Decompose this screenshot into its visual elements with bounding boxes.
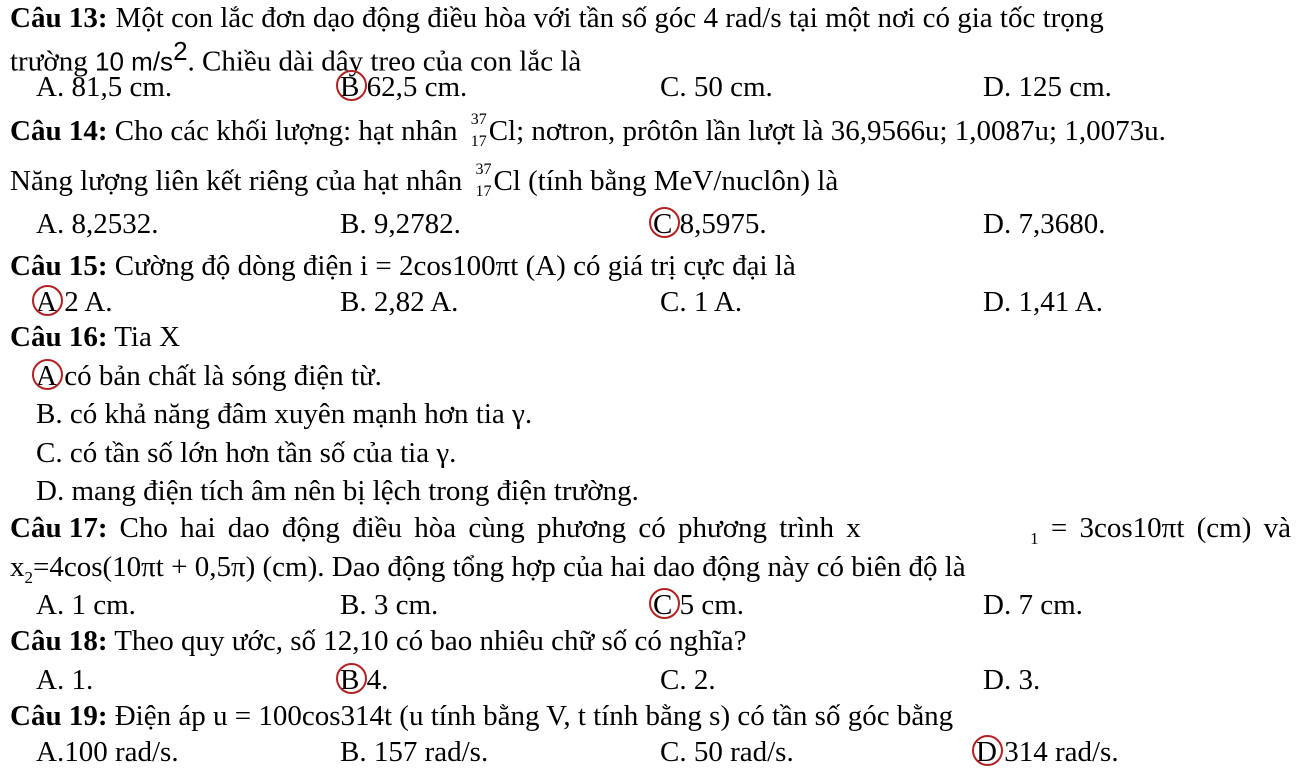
q19-option-b-text: . 157 rad/s. (359, 736, 489, 768)
q17-stem-text: Cho hai dao động điều hòa cùng phương có phương trình x (119, 512, 861, 544)
q17-option-a-letter: A (36, 589, 57, 621)
q14-nuclide (465, 111, 489, 150)
q17-stem-tail (1030, 514, 1291, 547)
q14-stem-prefix: Cho các khối lượng: hạt nhân (107, 115, 465, 147)
q14-option-b[interactable] (340, 210, 461, 239)
q16-option-b[interactable] (36, 400, 532, 429)
q13-stem-text: Một con lắc đơn dạo động điều hòa với tần số góc 4 rad/s tại một nơi có gia tốc trọng (115, 2, 1104, 34)
q17-option-a[interactable] (36, 591, 136, 620)
q19-option-b[interactable] (340, 738, 488, 767)
q17-stem2-prefix: x (10, 551, 25, 583)
q14-option-c-text: 8,5975. (672, 208, 767, 240)
q18-option-a-text: . 1. (56, 664, 94, 696)
q14-option-b-letter: B (340, 208, 360, 240)
q17-stem2-sub: 2 (24, 567, 33, 587)
q13-option-b-text: 62,5 cm. (359, 71, 468, 103)
q14-option-d[interactable] (983, 210, 1105, 239)
q13-stem-sup: 2 (173, 36, 188, 66)
q17-option-b[interactable] (340, 591, 438, 620)
q14-option-a-letter: A (36, 208, 57, 240)
q13-option-d-letter: D (983, 71, 1004, 103)
q13-option-c[interactable] (660, 73, 773, 102)
q17-option-c-text: 5 cm. (672, 589, 745, 621)
q17-option-d-text: . 7 cm. (1003, 589, 1083, 621)
q13-option-a-text: . 81,5 cm. (56, 71, 173, 103)
q18-option-a-letter: A (36, 664, 57, 696)
q14-option-a-text: . 8,2532. (56, 208, 159, 240)
q16-stem (10, 323, 180, 352)
q13-label: Câu 13: (10, 2, 108, 34)
q19-option-c-letter: C (660, 736, 680, 768)
q16-option-a[interactable] (36, 362, 382, 391)
q14-stem2-suffix: (tính bằng MeV/nuclôn) là (520, 165, 839, 197)
q15-stem (10, 252, 796, 281)
q14-stem2-prefix: Năng lượng liên kết riêng của hạt nhân (10, 165, 470, 197)
q14-option-d-letter: D (983, 208, 1004, 240)
q15-label: Câu 15: (10, 250, 108, 282)
q14-nuclide-2-symbol: Cl (493, 165, 521, 197)
q16-option-c-text: . có tần số lớn hơn tần số của tia γ. (55, 437, 457, 469)
q18-stem (10, 627, 746, 656)
q15-option-b-text: . 2,82 A. (359, 286, 459, 318)
q19-option-b-letter: B (340, 736, 360, 768)
q15-option-b[interactable] (340, 288, 458, 317)
q17-option-b-text: . 3 cm. (359, 589, 439, 621)
q17-option-c-letter: C (653, 589, 673, 621)
q15-option-a[interactable] (36, 288, 113, 317)
q17-stem-sub: 1 (1030, 528, 1039, 548)
q19-option-d-letter: D (976, 736, 997, 768)
q14-stem-suffix: ; nơtron, prôtôn lần lượt là 36,9566u; 1,0087u; 1,0073u. (516, 115, 1166, 147)
q13-stem-prefix: trường (10, 45, 96, 78)
q14-option-c[interactable] (653, 210, 767, 239)
q14-nuclide-2 (469, 161, 493, 200)
q19-stem-text: Điện áp u = 100cos314t (u tính bằng V, t tính bằng s) có tần số góc bằng (107, 700, 954, 732)
q14-nuclide-symbol: Cl (488, 115, 517, 147)
q15-option-c-text: . 1 A. (679, 286, 743, 318)
q18-stem-text: Theo quy ước, số 12,10 có bao nhiêu chữ số có nghĩa? (107, 625, 747, 657)
q19-label: Câu 19: (10, 700, 108, 732)
q13-option-a-letter: A (36, 71, 57, 103)
q14-stem-line1 (10, 111, 1166, 150)
q14-option-a[interactable] (36, 210, 158, 239)
q16-option-b-text: . có khả năng đâm xuyên mạnh hơn tia γ. (55, 398, 533, 430)
q13-option-c-text: . 50 cm. (679, 71, 773, 103)
q18-option-c-letter: C (660, 664, 680, 696)
q15-option-c-letter: C (660, 286, 680, 318)
q14-option-b-text: . 9,2782. (359, 208, 461, 240)
q17-option-b-letter: B (340, 589, 360, 621)
q13-option-c-letter: C (660, 71, 680, 103)
q13-option-a[interactable] (36, 73, 172, 102)
q14-nuclide-2-number: 17 (475, 183, 492, 200)
q16-option-d-text: . mang điện tích âm nên bị lệch trong điện trường. (56, 475, 639, 507)
q18-option-a[interactable] (36, 666, 93, 695)
q19-option-d[interactable] (976, 738, 1119, 767)
q15-option-a-text: 2 A. (56, 286, 113, 318)
q16-option-d-letter: D (36, 475, 57, 507)
q17-stem-line1 (10, 514, 1291, 547)
q17-stem-body (119, 514, 1291, 547)
q18-option-d-text: . 3. (1003, 664, 1041, 696)
q19-option-c-text: . 50 rad/s. (679, 736, 794, 768)
q13-stem-line1 (10, 4, 1291, 33)
q16-option-a-text: có bản chất là sóng điện từ. (56, 360, 382, 392)
q14-nuclide-2-mass: 37 (475, 161, 492, 178)
q19-option-d-text: 314 rad/s. (996, 736, 1119, 768)
q19-stem (10, 702, 953, 731)
q16-option-c[interactable] (36, 439, 456, 468)
q16-option-d[interactable] (36, 477, 639, 506)
q19-option-c[interactable] (660, 738, 794, 767)
q19-option-a[interactable] (36, 738, 179, 767)
q13-stem-suffix: . Chiều dài dây treo của con lắc là (187, 45, 582, 78)
q14-nuclide-number: 17 (470, 133, 487, 150)
q17-stem-line2 (10, 553, 966, 586)
q15-option-a-letter: A (36, 286, 57, 318)
q13-option-b-letter: B (340, 71, 360, 103)
q14-label: Câu 14: (10, 115, 108, 147)
q18-option-d[interactable] (983, 666, 1040, 695)
q18-option-c-text: . 2. (679, 664, 716, 696)
q17-label: Câu 17: (10, 512, 108, 544)
q15-option-c[interactable] (660, 288, 742, 317)
q18-option-b-letter: B (340, 664, 360, 696)
q15-option-d-text: . 1,41 A. (1003, 286, 1104, 318)
q16-stem-text: Tia X (107, 321, 181, 353)
q16-option-b-letter: B (36, 398, 56, 430)
q13-option-d[interactable] (983, 73, 1112, 102)
q13-option-d-text: . 125 cm. (1003, 71, 1112, 103)
q15-option-b-letter: B (340, 286, 360, 318)
q17-option-a-text: . 1 cm. (56, 589, 136, 621)
q14-nuclide-mass: 37 (470, 111, 487, 128)
q13-stem-value: 10 m/s (95, 46, 174, 77)
q16-option-c-letter: C (36, 437, 56, 469)
q18-option-c[interactable] (660, 666, 716, 695)
q15-stem-text: Cường độ dòng điện i = 2cos100πt (A) có giá trị cực đại là (107, 250, 796, 282)
q14-option-d-text: . 7,3680. (1003, 208, 1106, 240)
q14-option-c-letter: C (653, 208, 673, 240)
q16-label: Câu 16: (10, 321, 108, 353)
q17-option-d[interactable] (983, 591, 1083, 620)
q19-option-a-letter: A (36, 736, 57, 768)
q17-stem2-suffix: =4cos(10πt + 0,5π) (cm). Dao động tổng hợp của hai dao động này có biên độ là (33, 551, 966, 583)
q18-option-d-letter: D (983, 664, 1004, 696)
q15-option-d-letter: D (983, 286, 1004, 318)
q19-option-a-text: .100 rad/s. (56, 736, 179, 768)
q18-label: Câu 18: (10, 625, 108, 657)
q17-option-d-letter: D (983, 589, 1004, 621)
q17-option-c[interactable] (653, 591, 744, 620)
q13-option-b[interactable] (340, 73, 467, 102)
q14-stem-line2 (10, 161, 839, 200)
q15-option-d[interactable] (983, 288, 1103, 317)
q18-option-b[interactable] (340, 666, 388, 695)
q17-stem-suffix: = 3cos10πt (cm) và (1038, 512, 1291, 544)
q16-option-a-letter: A (36, 360, 57, 392)
q18-option-b-text: 4. (359, 664, 389, 696)
